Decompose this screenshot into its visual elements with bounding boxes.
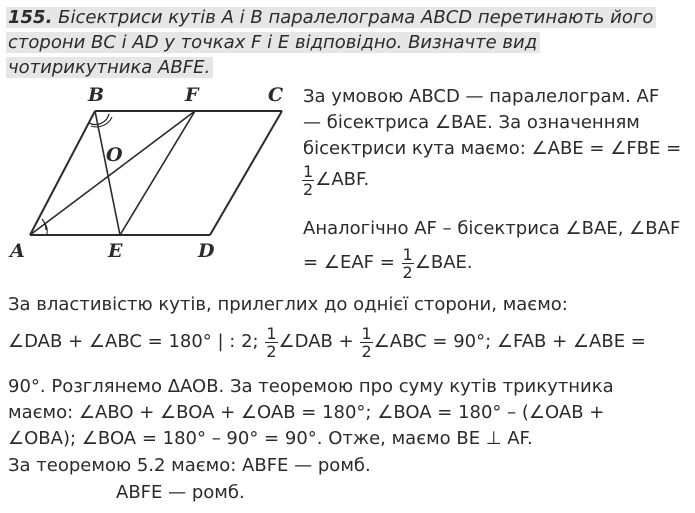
side-AB — [30, 111, 95, 235]
label-D: D — [198, 240, 215, 258]
solution-line-10: маємо: ∠ABO + ∠BOA + ∠OAB = 180°; ∠BOA = 180° – (∠OAB + — [8, 402, 605, 423]
parallelogram-figure — [0, 78, 300, 258]
solution-line-12: За теоремою 5.2 маємо: ABFE — ромб. — [8, 455, 371, 476]
solution-line-3: бісектриси кута маємо: ∠ABE = ∠FBE = — [303, 138, 682, 159]
solution-line-6: = ∠EAF = $\frac{1}{2}$ ∠BAE. — [303, 244, 473, 282]
label-B: B — [88, 84, 105, 106]
solution-line-9: 90°. Розглянемо ΔAOB. За теоремою про суму кутів трикутника — [8, 376, 614, 397]
solution-line-11: ∠OBA); ∠BOA = 180° – 90° = 90°. Отже, маємо BE ⊥ AF. — [8, 428, 533, 449]
problem-line-1 — [6, 7, 656, 29]
label-O: O — [106, 144, 123, 166]
label-C: C — [268, 84, 284, 106]
problem-number: 155. — [8, 7, 53, 28]
solution-line-7: За властивістю кутів, прилеглих до однієї сторони, маємо: — [8, 294, 568, 315]
answer-line: ABFE — ромб. — [116, 482, 245, 503]
problem-line-2 — [6, 32, 540, 54]
segment-FE — [120, 111, 195, 235]
problem-text-2: сторони BC і AD у точках F і E відповідно. Визначте вид — [6, 32, 540, 53]
label-A: A — [10, 240, 25, 258]
label-F: F — [185, 84, 199, 106]
problem-text-3: чотирикутника ABFE. — [6, 57, 213, 78]
bisector-BE — [95, 111, 120, 235]
solution-line-8: ∠DAB + ∠ABC = 180° | : 2; $\frac{1}{2}$ ∠DAB + $\frac{1}{2}$ ∠ABC = 90°; ∠FAB + ∠ABE = — [8, 323, 646, 361]
fraction-half: $\frac{1}{2}$ — [402, 244, 413, 282]
side-CD — [210, 111, 282, 235]
fraction-half: $\frac{1}{2}$ — [303, 161, 314, 199]
fraction-half: $\frac{1}{2}$ — [361, 323, 372, 361]
solution-line-4: $\frac{1}{2}$ ∠ABF. — [303, 161, 370, 199]
solution-line-5: Аналогічно AF – бісектриса ∠BAE, ∠BAF — [303, 218, 681, 239]
problem-text-1: Бісектриси кутів A і B паралелограма ABCD перетинають його — [58, 7, 654, 28]
solution-line-2: — бісектриса ∠BAE. За означенням — [303, 112, 640, 133]
fraction-half: $\frac{1}{2}$ — [266, 323, 277, 361]
solution-line-1: За умовою ABCD — паралелограм. AF — [303, 86, 660, 107]
bisector-AF — [30, 111, 195, 235]
label-E: E — [108, 240, 123, 258]
angle-mark-B-2 — [91, 117, 112, 127]
problem-line-3 — [6, 57, 213, 79]
